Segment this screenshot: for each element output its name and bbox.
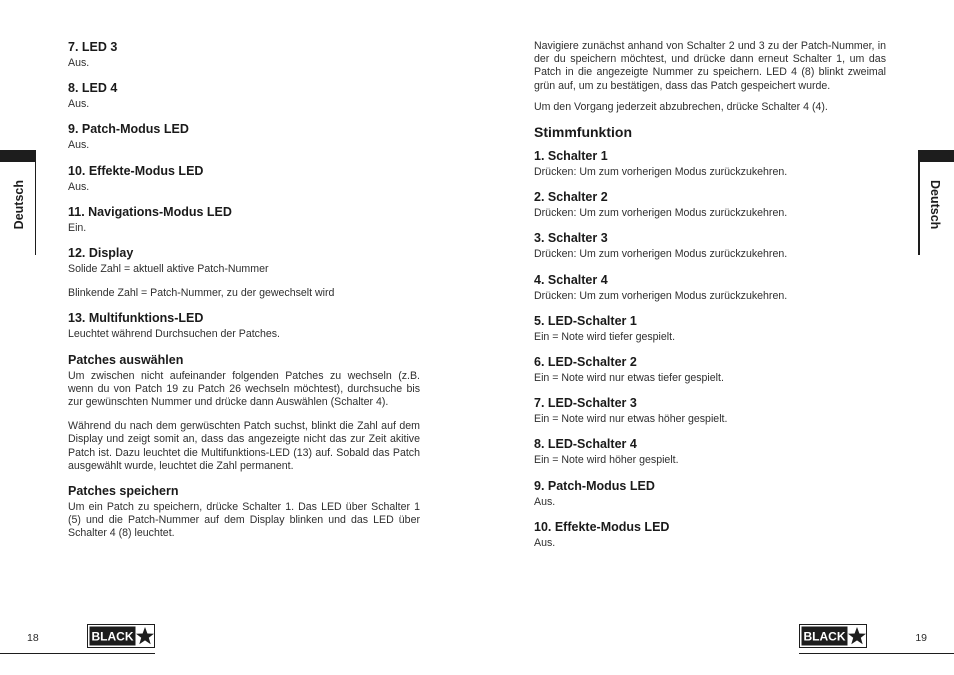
- item-led-schalter-1: [534, 314, 886, 344]
- section-title: Patches speichern: [68, 484, 179, 499]
- svg-text:BLACK: BLACK: [91, 629, 134, 644]
- item-title: 10. Effekte-Modus LED: [534, 519, 670, 534]
- section-patches-speichern: [68, 484, 420, 541]
- item-display: [68, 246, 420, 300]
- item-schalter-2: [534, 190, 886, 220]
- page-number: 18: [27, 632, 39, 644]
- tab-line: [35, 150, 37, 255]
- item-text: Blinkende Zahl = Patch-Nummer, zu der gewechselt wird: [68, 287, 335, 300]
- item-text: Drücken: Um zum vorherigen Modus zurückzukehren.: [534, 207, 788, 220]
- black-star-logo: [87, 624, 155, 648]
- item-schalter-4: [534, 273, 886, 303]
- item-text: Ein = Note wird nur etwas tiefer gespielt.: [534, 372, 724, 385]
- item-text: Ein = Note wird tiefer gespielt.: [534, 330, 676, 343]
- item-title: 6. LED-Schalter 2: [534, 355, 637, 370]
- section-patches-auswaehlen: [68, 353, 420, 473]
- item-led-schalter-4: [534, 437, 886, 467]
- item-title: 13. Multifunktions-LED: [68, 311, 204, 326]
- item-text: Ein = Note wird nur etwas höher gespielt.: [534, 413, 728, 426]
- language-label: Deutsch: [12, 180, 26, 230]
- item-schalter-1: [534, 149, 886, 179]
- item-title: 7. LED-Schalter 3: [534, 396, 637, 411]
- item-text: Drücken: Um zum vorherigen Modus zurückzukehren.: [534, 166, 788, 179]
- paragraph: Navigiere zunächst anhand von Schalter 2 und 3 zu der Patch-Nummer, in der du speichern möchtest, und drücke dann erneut Schalter 1, um das Patch in die angezeigte Nummer zu speichern. LED 4 (8) blinkt zweimal grün auf, um zu bestätigen, dass das Patch gespeichert wurde.: [534, 40, 886, 92]
- paragraph: Um ein Patch zu speichern, drücke Schalter 1. Das LED über Schalter 1 (5) und die Patch-Nummer auf dem Display blinken und das LED über Schalter 4 (8) leuchtet.: [68, 501, 420, 540]
- item-text: Ein.: [68, 221, 87, 234]
- paragraph: Um zwischen nicht aufeinander folgenden Patches zu wechseln (z.B. wenn du von Patch 19 zu Patch 26 wechseln möchtest), durchsuche bis zur gewünschten Nummer und drücke dann Auswählen (Schalter 4).: [68, 369, 420, 409]
- item-effekte-modus-led: [534, 520, 886, 550]
- tab-line: [918, 150, 920, 255]
- item-title: 9. Patch-Modus LED: [68, 122, 189, 137]
- item-text: Drücken: Um zum vorherigen Modus zurückzukehren.: [534, 248, 788, 261]
- item-title: 5. LED-Schalter 1: [534, 313, 637, 328]
- right-page: [477, 0, 954, 675]
- item-text: Leuchtet während Durchsuchen der Patches.: [68, 328, 281, 341]
- tab-bar: [0, 150, 36, 162]
- item-patch-modus-led: [534, 479, 886, 509]
- item-text: Aus.: [68, 180, 90, 193]
- item-title: 12. Display: [68, 246, 134, 261]
- item-text: Drücken: Um zum vorherigen Modus zurückzukehren.: [534, 289, 788, 302]
- item-title: 2. Schalter 2: [534, 190, 608, 205]
- section-title: Stimmfunktion: [534, 124, 632, 141]
- item-text: Aus.: [534, 495, 556, 508]
- item-title: 8. LED 4: [68, 81, 118, 96]
- footer-rule: [799, 653, 954, 654]
- paragraph: Während du nach dem gerwüschten Patch suchst, blinkt die Zahl auf dem Display und zeigt somit an, dass das angezeigte nicht das zur Zeit akitive Patch ist. Dazu leuchtet die Multifunktions-LED (13) auf. Sobald das Patch ausgewählt wurde, leuchtet die Zahl permanent.: [68, 420, 420, 472]
- tab-bar: [918, 150, 954, 162]
- item-title: 4. Schalter 4: [534, 272, 608, 287]
- item-title: 10. Effekte-Modus LED: [68, 163, 204, 178]
- item-navigations-modus-led: [68, 205, 420, 235]
- item-effekte-modus-led: [68, 164, 420, 194]
- language-label: Deutsch: [928, 180, 942, 230]
- paragraph: Um den Vorgang jederzeit abzubrechen, drücke Schalter 4 (4).: [534, 100, 828, 113]
- item-text: Solide Zahl = aktuell aktive Patch-Nummer: [68, 263, 269, 276]
- item-text: Aus.: [68, 98, 90, 111]
- item-schalter-3: [534, 231, 886, 261]
- right-content: [534, 40, 886, 561]
- item-text: Aus.: [68, 57, 90, 69]
- item-title: 7. LED 3: [68, 40, 118, 54]
- item-text: Aus.: [68, 139, 90, 152]
- black-star-logo: [799, 624, 867, 648]
- item-title: 3. Schalter 3: [534, 231, 608, 246]
- language-tab-right: [918, 150, 954, 255]
- language-tab-left: [0, 150, 36, 255]
- item-title: 9. Patch-Modus LED: [534, 478, 655, 493]
- item-title: 11. Navigations-Modus LED: [68, 204, 232, 219]
- section-title: Patches auswählen: [68, 352, 184, 367]
- item-led-3: [68, 40, 420, 70]
- item-text: Aus.: [534, 536, 556, 549]
- page-number: 19: [915, 632, 927, 644]
- item-multifunktions-led: [68, 311, 420, 341]
- item-led-4: [68, 81, 420, 111]
- footer-rule: [0, 653, 155, 654]
- item-title: 8. LED-Schalter 4: [534, 437, 637, 452]
- item-led-schalter-2: [534, 355, 886, 385]
- svg-text:BLACK: BLACK: [803, 629, 846, 644]
- item-patch-modus-led: [68, 122, 420, 152]
- item-led-schalter-3: [534, 396, 886, 426]
- left-content: [68, 40, 420, 552]
- item-text: Ein = Note wird höher gespielt.: [534, 454, 679, 467]
- item-title: 1. Schalter 1: [534, 149, 608, 164]
